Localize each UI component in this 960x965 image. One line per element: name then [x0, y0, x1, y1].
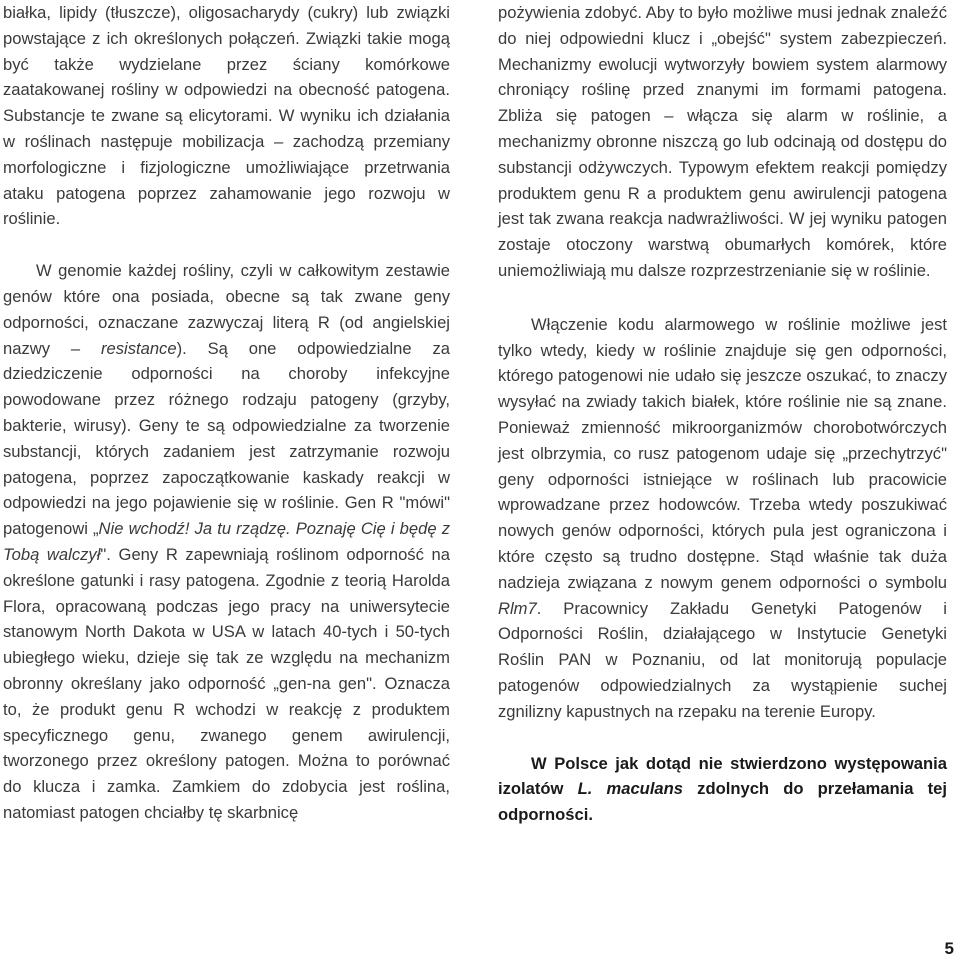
left-column: [3, 0, 450, 826]
left-paragraph-1: białka, lipidy (tłuszcze), oligosacharydy (cukry) lub związki powstające z ich określonych połączeń. Związki takie mogą być także wydzielane przez ściany komórkowe zaatakowanej rośliny w odpowiedzi na obecność patogena. Substancje te zwane są elicytorami. W wyniku ich działania w roślinach następuje mobilizacja – zachodzą przemiany morfologiczne i fizjologiczne umożliwiające przetrwania ataku patogena poprzez zahamowanie jego rozwoju w roślinie.: [3, 3, 450, 229]
right-paragraph-3-text-c: zdolnych do przełamania tej odporności.: [498, 779, 948, 825]
left-paragraph-2-italic-resistance: resistance: [100, 338, 177, 358]
right-paragraph-2: [498, 312, 947, 725]
right-paragraph-2-italic-gene: Rlm7: [498, 598, 537, 618]
right-paragraph-3-bold: [498, 751, 947, 828]
right-paragraph-2-text-a: Włączenie kodu alarmowego w roślinie możliwe jest tylko wtedy, kiedy w roślinie znajduje się gen odporności, którego patogenowi nie udało się jeszcze oszukać, to znaczy wysyłać na zwiady takich białek, które roślinie nie są znane. Ponieważ zmienność mikroorganizmów chorobotwórczych jest olbrzymia, co rusz patogenom udaje się „przechytrzyć" geny odporności istniejące w roślinach lub pracowicie wprowadzane przez hodowców. Trzeba wtedy poszukiwać nowych genów odporności, których pula jest ograniczona i które często są trudno dostępne. Stąd właśnie tak duża nadzieja związana z nowym genem odporności o symbolu: [498, 314, 947, 592]
left-paragraph-2-text-a: W genomie każdej rośliny, czyli w całkowitym zestawie genów które ona posiada, obecne są tak zwane geny odporności, oznaczane zazwyczaj literą R (od angielskiej nazwy –: [3, 261, 450, 358]
page-number: 5: [944, 939, 954, 958]
left-paragraph-2-italic-quote: Nie wchodź! Ja tu rządzę. Poznaję Cię i będę z Tobą walczył: [3, 519, 450, 564]
right-paragraph-1: pożywienia zdobyć. Aby to było możliwe musi jednak znaleźć do niej odpowiedni klucz i „obejść" system zabezpieczeń. Mechanizmy ewolucji wytworzyły bowiem system alarmowy chroniący roślinę przed znanymi im formami patogena. Zbliża się patogen – włącza się alarm w roślinie, a mechanizmy obronne niszczą go lub odcinają od dostępu do substancji odżywczych. Typowym efektem reakcji pomiędzy produktem genu R a produktem genu awirulencji patogena jest tak zwana reakcja nadwrażliwości. W jej wyniku patogen zostaje otoczony warstwą obumarłych komórek, które uniemożliwiają mu dalsze rozprzestrzenianie się w roślinie.: [498, 3, 947, 280]
right-paragraph-2-text-c: . Pracownicy Zakładu Genetyki Patogenów i Odporności Roślin, działającego w Instytucie Genetyki Roślin PAN w Poznaniu, od lat monitorują populacje patogenów odpowiedzialnych za wystąpienie suchej zgnilizny kapustnych na rzepaku na terenie Europy.: [498, 598, 947, 721]
left-paragraph-2-text-e: ". Geny R zapewniają roślinom odporność na określone gatunki i rasy patogena. Zgodnie z teorią Harolda Flora, opracowaną podczas jego pracy na uniwersytecie stanowym North Dakota w USA w latach 40-tych i 50-tych ubiegłego wieku, dzieje się tak ze względu na mechanizm obronny określany jako odporność „gen-na gen". Oznacza to, że produkt genu R wchodzi w reakcję z produktem specyficznego genu, zwanego genem awirulencji, tworzonego przez określony patogen. Można to porównać do klucza i zamka. Zamkiem do zdobycia jest roślina, natomiast patogen chciałby tę skarbnicę: [3, 544, 450, 822]
right-paragraph-3-text-a: W Polsce jak dotąd nie stwierdzono występowania izolatów: [498, 753, 947, 799]
right-paragraph-3-italic-species: L. maculans: [577, 779, 684, 799]
left-paragraph-2-text-c: ). Są one odpowiedzialne za dziedziczenie odporności na choroby infekcyjne powodowane przez różnego rodzaju patogeny (grzyby, bakterie, wirusy). Geny te są odpowiedzialne za tworzenie substancji, których zadaniem jest zatrzymanie rozwoju patogena, poprzez zapoczątkowanie kaskady reakcji w odpowiedzi na jego pojawienie się w roślinie. Gen R "mówi" patogenowi „: [3, 338, 451, 539]
right-column: [498, 0, 947, 828]
left-paragraph-2: [3, 258, 450, 826]
